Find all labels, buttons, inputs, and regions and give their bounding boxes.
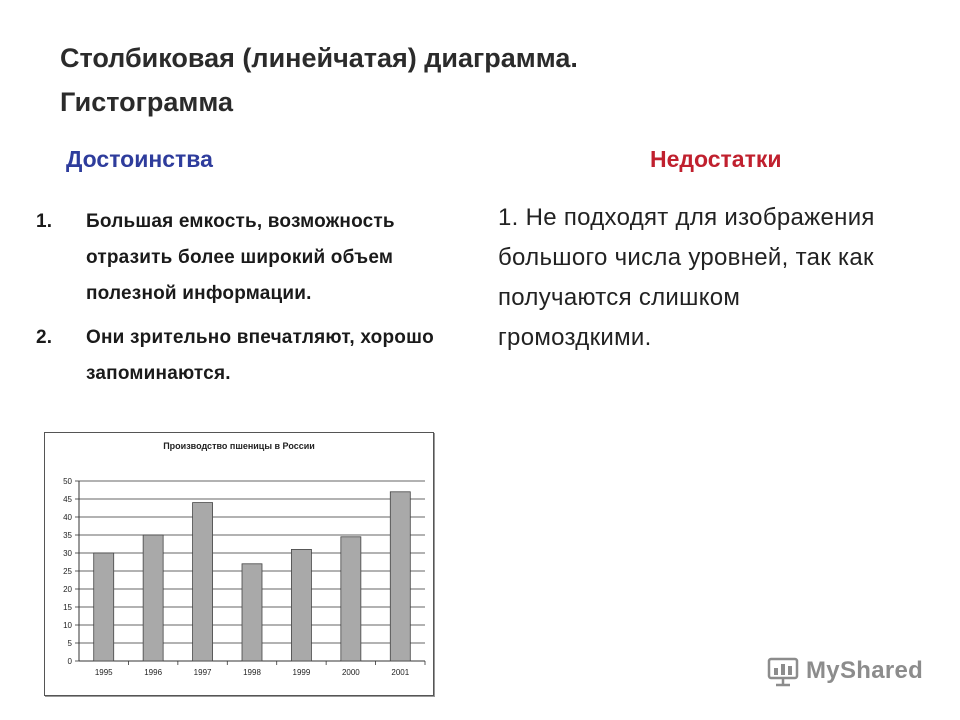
y-tick-label: 5 — [67, 639, 72, 648]
y-tick-label: 35 — [63, 531, 72, 540]
y-tick-label: 10 — [63, 621, 72, 630]
watermark-text: MyShared — [806, 657, 924, 684]
x-tick-label: 1996 — [144, 668, 163, 677]
slide-title-line1: Столбиковая (линейчатая) диаграмма. — [60, 43, 578, 73]
x-tick-label: 1997 — [193, 668, 212, 677]
y-tick-label: 45 — [63, 495, 72, 504]
bar — [94, 553, 114, 661]
bar — [242, 564, 262, 661]
x-tick-label: 1995 — [94, 668, 113, 677]
y-tick-label: 30 — [63, 549, 72, 558]
advantages-heading: Достоинства — [66, 146, 213, 172]
x-tick-label: 1999 — [292, 668, 311, 677]
disadvantages-heading: Недостатки — [650, 146, 782, 172]
x-tick-label: 2000 — [341, 668, 360, 677]
list-item-number: 1. — [36, 211, 53, 232]
bar — [390, 492, 410, 661]
disadvantages-text: 1. Не подходят для изображения большого числа уровней, так как получаются слишком громоздкими. — [498, 204, 875, 351]
chart-svg — [45, 433, 433, 695]
list-item-number: 2. — [36, 327, 53, 348]
watermark — [766, 654, 923, 688]
y-tick-label: 0 — [67, 657, 72, 666]
list-item — [36, 320, 476, 392]
list-item-text: Они зрительно впечатляют, хорошо запоминаются. — [86, 327, 434, 384]
y-tick-label: 25 — [63, 567, 72, 576]
list-item-text: Большая емкость, возможность отразить более широкий объем полезной информации. — [86, 211, 395, 304]
bar — [291, 549, 311, 661]
y-tick-label: 40 — [63, 513, 72, 522]
list-item — [36, 204, 476, 312]
x-tick-label: 1998 — [243, 668, 261, 677]
y-tick-label: 20 — [63, 585, 72, 594]
bar-chart — [44, 432, 434, 696]
chart-title: Производство пшеницы в России — [163, 441, 315, 451]
presentation-icon — [766, 654, 800, 688]
advantages-list — [36, 204, 476, 400]
bar — [341, 537, 361, 661]
bar — [193, 503, 213, 661]
y-tick-label: 15 — [63, 603, 72, 612]
slide-title — [60, 36, 920, 124]
y-tick-label: 50 — [63, 477, 72, 486]
slide-title-line2: Гистограмма — [60, 87, 233, 117]
bar — [143, 535, 163, 661]
x-tick-label: 2001 — [391, 668, 410, 677]
